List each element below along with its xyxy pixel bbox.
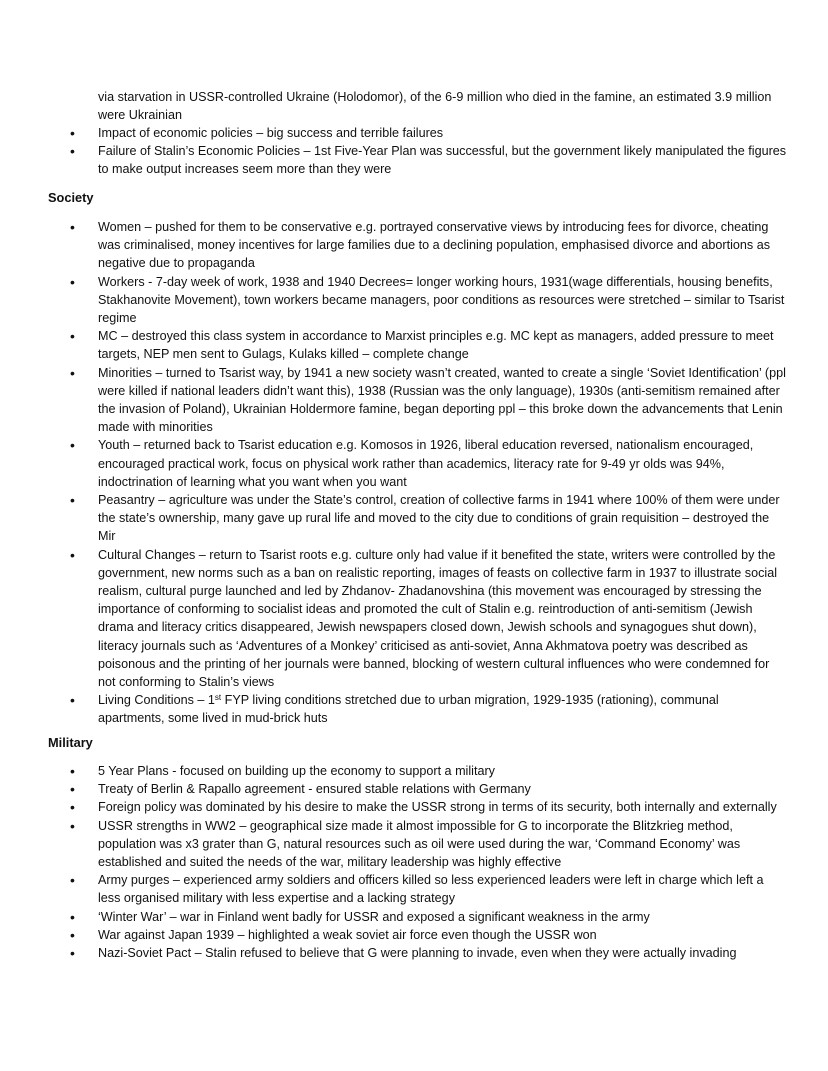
society-bullet-list — [68, 218, 788, 728]
list-item — [68, 691, 788, 727]
list-item: • 5 Year Plans - focused on building up the economy to support a military — [68, 762, 788, 780]
list-item: • Army purges – experienced army soldiers and officers killed so less experienced leaders were left in charge which left a less organised military with less expertise and a lacking strategy — [68, 871, 788, 907]
list-item: • Workers - 7-day week of work, 1938 and 1940 Decrees= longer working hours, 1931(wage differentials, housing benefits, Stakhanovite Movement), town workers became managers, poor conditions as resources were stretched – similar to Tsarist regime — [68, 273, 788, 328]
military-bullet-list — [68, 762, 788, 962]
living-conditions-text-rest: FYP living conditions stretched due to urban migration, 1929-1935 (rationing), communal apartments, some lived in mud-brick huts — [98, 693, 719, 726]
superscript-st: st — [214, 693, 222, 703]
continuation-text: via starvation in USSR-controlled Ukraine (Holodomor), of the 6-9 million who died in the famine, an estimated 3.9 million were Ukrainian — [98, 90, 772, 123]
list-item: • Treaty of Berlin & Rapallo agreement - ensured stable relations with Germany — [68, 780, 788, 798]
list-item: • Youth – returned back to Tsarist education e.g. Komosos in 1926, liberal education reversed, nationalism encouraged, encouraged practical work, focus on physical work rather than academics, literacy rate for 9-49 yr olds was 94%, indoctrination of learning what you want when you want — [68, 436, 788, 491]
list-item: • Women – pushed for them to be conservative e.g. portrayed conservative views by introducing fees for divorce, cheating was criminalised, money incentives for large families due to a declining population, emphasised divorce and abortions as negative due to propaganda — [68, 218, 788, 273]
list-item: • Impact of economic policies – big success and terrible failures — [68, 124, 788, 142]
list-item: • ‘Winter War’ – war in Finland went badly for USSR and exposed a significant weakness in the army — [68, 908, 788, 926]
section-heading-society: Society — [48, 190, 94, 205]
list-item: • Minorities – turned to Tsarist way, by 1941 a new society wasn’t created, wanted to create a single ‘Soviet Identification’ (ppl were killed if national leaders didn’t want this), 1938 (Russian was the only language), 1930s (anti-semitism remained after the invasion of Poland), Ukrainian Holdermore famine, began deporting ppl – this broke down the advancements that Lenin made with minorities — [68, 364, 788, 437]
list-item: • Nazi-Soviet Pact – Stalin refused to believe that G were planning to invade, even when they were actually invading — [68, 944, 788, 962]
living-conditions-text: Living Conditions – 1 — [98, 693, 215, 708]
list-item: • MC – destroyed this class system in accordance to Marxist principles e.g. MC kept as managers, added pressure to meet targets, NEP men sent to Gulags, Kulaks killed – complete change — [68, 327, 788, 363]
economy-bullet-list — [68, 124, 788, 179]
list-item: • Foreign policy was dominated by his desire to make the USSR strong in terms of its security, both internally and externally — [68, 798, 788, 816]
list-item: • USSR strengths in WW2 – geographical size made it almost impossible for G to incorporate the Blitzkrieg method, population was x3 grater than G, natural resources such as oil were used during the war, ‘Command Economy’ was established and suited the needs of the war, military leadership was highly effective — [68, 817, 788, 872]
section-heading-military: Military — [48, 735, 93, 750]
list-item: • War against Japan 1939 – highlighted a weak soviet air force even though the USSR won — [68, 926, 788, 944]
list-item: • Peasantry – agriculture was under the State’s control, creation of collective farms in 1941 where 100% of them were under the state’s ownership, many gave up rural life and moved to the city due to conditions of grain requisition – destroyed the Mir — [68, 491, 788, 546]
list-item: • Failure of Stalin’s Economic Policies – 1st Five-Year Plan was successful, but the government likely manipulated the figures to make output increases seem more than they were — [68, 142, 788, 178]
list-item: • Cultural Changes – return to Tsarist roots e.g. culture only had value if it benefited the state, writers were controlled by the government, new norms such as a ban on realistic reporting, images of feasts on collective farm in 1937 to illustrate social realism, cultural purge launched and led by Zhdanov- Zhadanovshina (this movement was encouraged by stressing the importance of conforming to socialist ideas and promoted the cult of Stalin e.g. reintroduction of anti-semitism (Jewish drama and literacy critics disappeared, Jewish newspapers closed down, Jewish schools and synagogues shut down), literacy journals such as ‘Adventures of a Monkey’ criticised as anti-soviet, Anna Akhmatova poetry was described as poisonous and the printing of her journals were banned, blocking of western cultural influences who were condemned for not conforming to Stalin’s views — [68, 546, 788, 692]
